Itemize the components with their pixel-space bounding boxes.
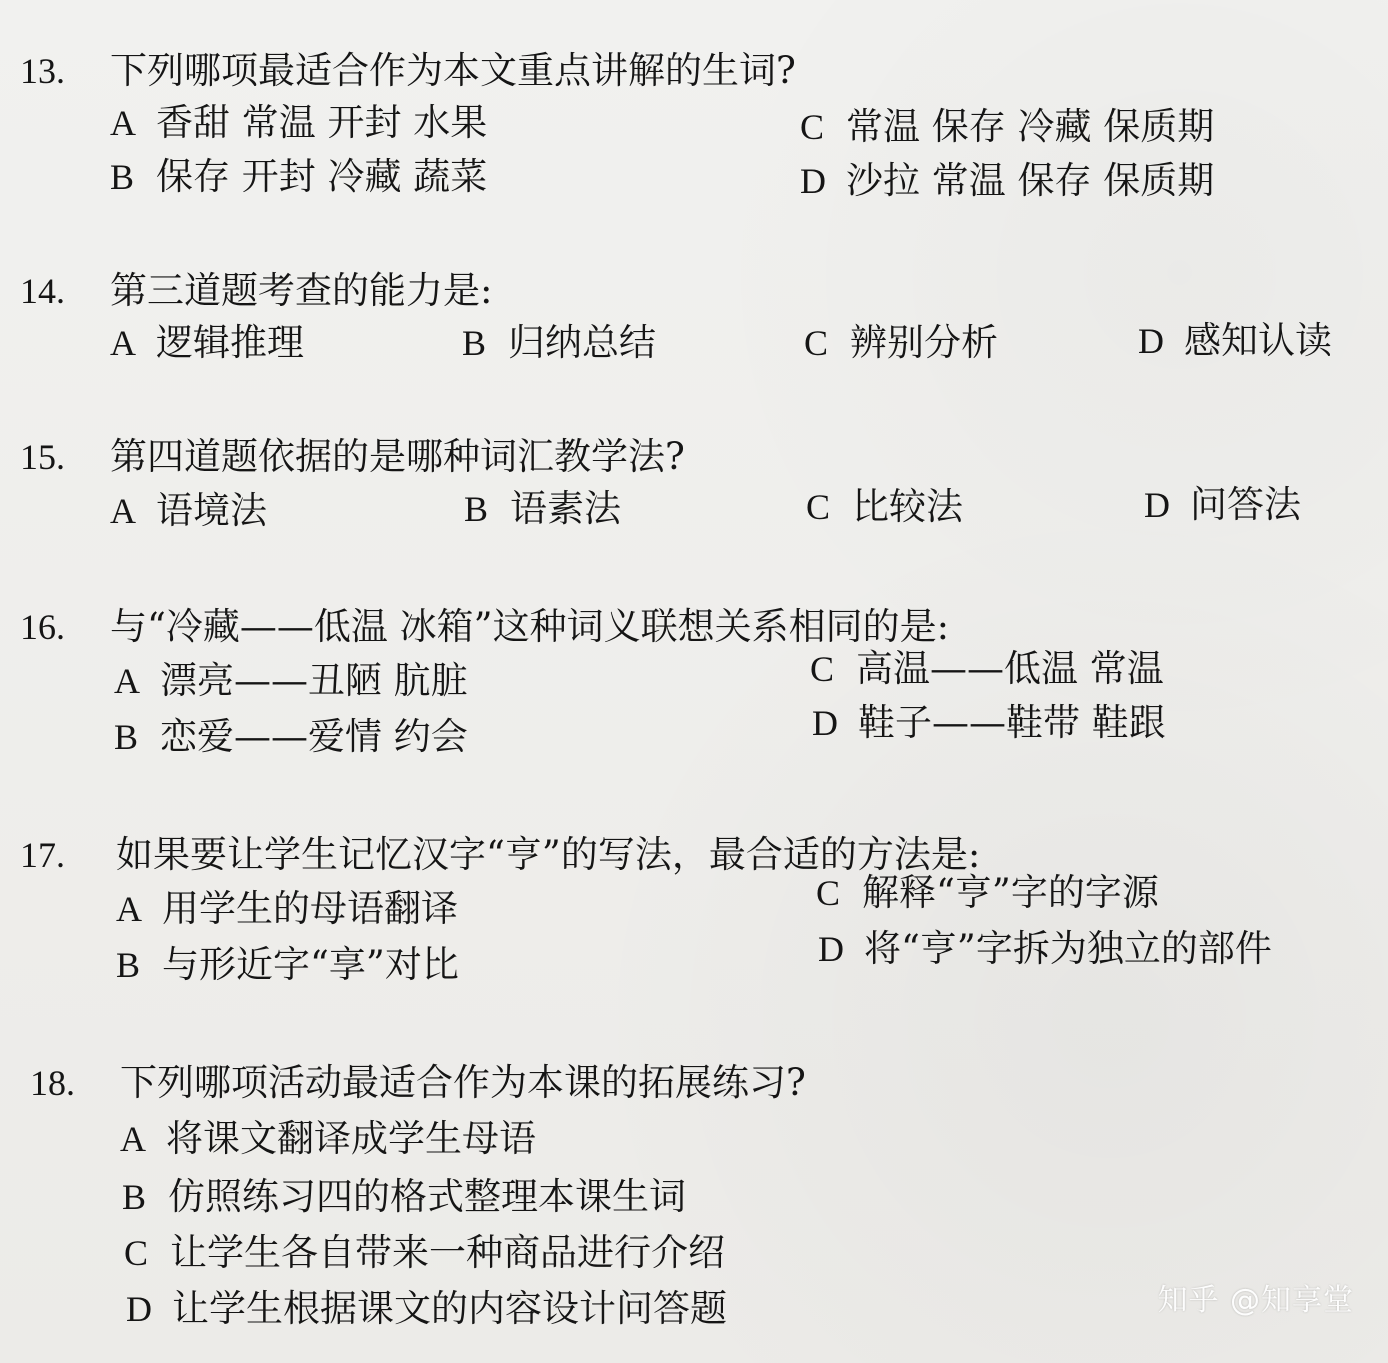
question-text: 如果要让学生记忆汉字“亨”的写法，最合适的方法是: [116, 833, 981, 876]
option-d[interactable] [800, 156, 1214, 206]
option-b[interactable] [122, 1172, 686, 1222]
option-text: 感知认读 [1184, 319, 1332, 362]
option-letter: A [110, 491, 136, 531]
question-17 [20, 828, 1368, 986]
option-d[interactable] [818, 924, 1272, 974]
option-a[interactable] [110, 98, 487, 148]
option-letter: D [800, 161, 826, 201]
option-b[interactable] [114, 712, 468, 762]
option-a[interactable] [110, 318, 304, 368]
option-text: 漂亮——丑陋 肮脏 [160, 659, 468, 702]
question-17-header [20, 828, 1368, 882]
question-15 [20, 430, 1368, 532]
question-14-header [20, 264, 1368, 318]
option-b[interactable] [110, 152, 487, 202]
option-letter: A [120, 1119, 146, 1159]
option-d[interactable] [1144, 480, 1301, 530]
option-letter: C [804, 323, 829, 363]
option-text: 沙拉 常温 保存 保质期 [846, 159, 1215, 202]
option-text: 让学生根据课文的内容设计问答题 [172, 1287, 727, 1330]
option-letter: C [124, 1233, 149, 1273]
question-18-header [20, 1056, 1368, 1110]
option-text: 用学生的母语翻译 [162, 887, 458, 930]
option-text: 保存 开封 冷藏 蔬菜 [156, 155, 488, 198]
option-letter: C [806, 487, 831, 527]
question-13 [20, 44, 1368, 202]
option-b[interactable] [464, 484, 621, 534]
option-text: 语境法 [156, 489, 267, 532]
question-text: 第四道题依据的是哪种词汇教学法? [110, 435, 685, 478]
option-c[interactable] [806, 482, 963, 532]
option-c[interactable] [804, 318, 998, 368]
question-16 [20, 600, 1368, 758]
option-letter: B [462, 323, 487, 363]
question-number: 15. [20, 437, 65, 477]
option-letter: C [800, 107, 825, 147]
question-number: 17. [20, 835, 65, 875]
option-text: 辨别分析 [850, 321, 998, 364]
option-c[interactable] [816, 868, 1159, 918]
option-c[interactable] [800, 102, 1214, 152]
question-text: 下列哪项活动最适合作为本课的拓展练习? [120, 1061, 806, 1104]
option-text: 恋爱——爱情 约会 [160, 715, 468, 758]
option-text: 比较法 [852, 485, 963, 528]
option-a[interactable] [114, 656, 468, 706]
option-text: 将课文翻译成学生母语 [166, 1117, 536, 1160]
option-letter: B [114, 717, 139, 757]
option-c[interactable] [124, 1228, 725, 1278]
option-text: 归纳总结 [508, 321, 656, 364]
question-number: 16. [20, 607, 65, 647]
option-letter: D [126, 1289, 152, 1329]
option-letter: D [1144, 485, 1170, 525]
option-letter: D [818, 929, 844, 969]
option-letter: A [114, 661, 140, 701]
option-a[interactable] [120, 1114, 536, 1164]
option-c[interactable] [810, 644, 1164, 694]
watermark: 知乎 @知享堂 [1157, 1283, 1354, 1318]
option-letter: A [116, 889, 142, 929]
option-b[interactable] [116, 940, 459, 990]
question-16-header [20, 600, 1368, 654]
option-letter: D [1138, 321, 1164, 361]
question-number: 14. [20, 271, 65, 311]
option-letter: B [116, 945, 141, 985]
question-number: 18. [30, 1063, 75, 1103]
option-text: 语素法 [510, 487, 621, 530]
question-text: 第三道题考查的能力是: [110, 269, 493, 312]
option-text: 常温 保存 冷藏 保质期 [846, 105, 1215, 148]
option-text: 与形近字“享”对比 [162, 943, 459, 986]
option-d[interactable] [1138, 316, 1332, 366]
question-text: 下列哪项最适合作为本文重点讲解的生词? [110, 49, 796, 92]
question-15-header [20, 430, 1368, 484]
option-b[interactable] [462, 318, 656, 368]
option-a[interactable] [116, 884, 458, 934]
option-letter: C [810, 649, 835, 689]
option-text: 将“亨”字拆为独立的部件 [864, 927, 1272, 970]
option-text: 问答法 [1190, 483, 1301, 526]
question-14 [20, 264, 1368, 364]
option-letter: C [816, 873, 841, 913]
option-text: 逻辑推理 [156, 321, 304, 364]
option-text: 高温——低温 常温 [856, 647, 1164, 690]
option-letter: A [110, 103, 136, 143]
option-text: 香甜 常温 开封 水果 [156, 101, 488, 144]
option-text: 鞋子——鞋带 鞋跟 [858, 701, 1166, 744]
option-d[interactable] [812, 698, 1166, 748]
option-text: 解释“亨”字的字源 [862, 871, 1159, 914]
question-13-header [20, 44, 1368, 98]
option-letter: B [122, 1177, 147, 1217]
question-number: 13. [20, 51, 65, 91]
option-text: 让学生各自带来一种商品进行介绍 [170, 1231, 725, 1274]
question-text: 与“冷藏——低温 冰箱”这种词义联想关系相同的是: [110, 605, 950, 648]
option-a[interactable] [110, 486, 267, 536]
option-letter: D [812, 703, 838, 743]
option-letter: B [110, 157, 135, 197]
option-letter: B [464, 489, 489, 529]
option-letter: A [110, 323, 136, 363]
option-text: 仿照练习四的格式整理本课生词 [168, 1175, 686, 1218]
option-d[interactable] [126, 1284, 727, 1334]
